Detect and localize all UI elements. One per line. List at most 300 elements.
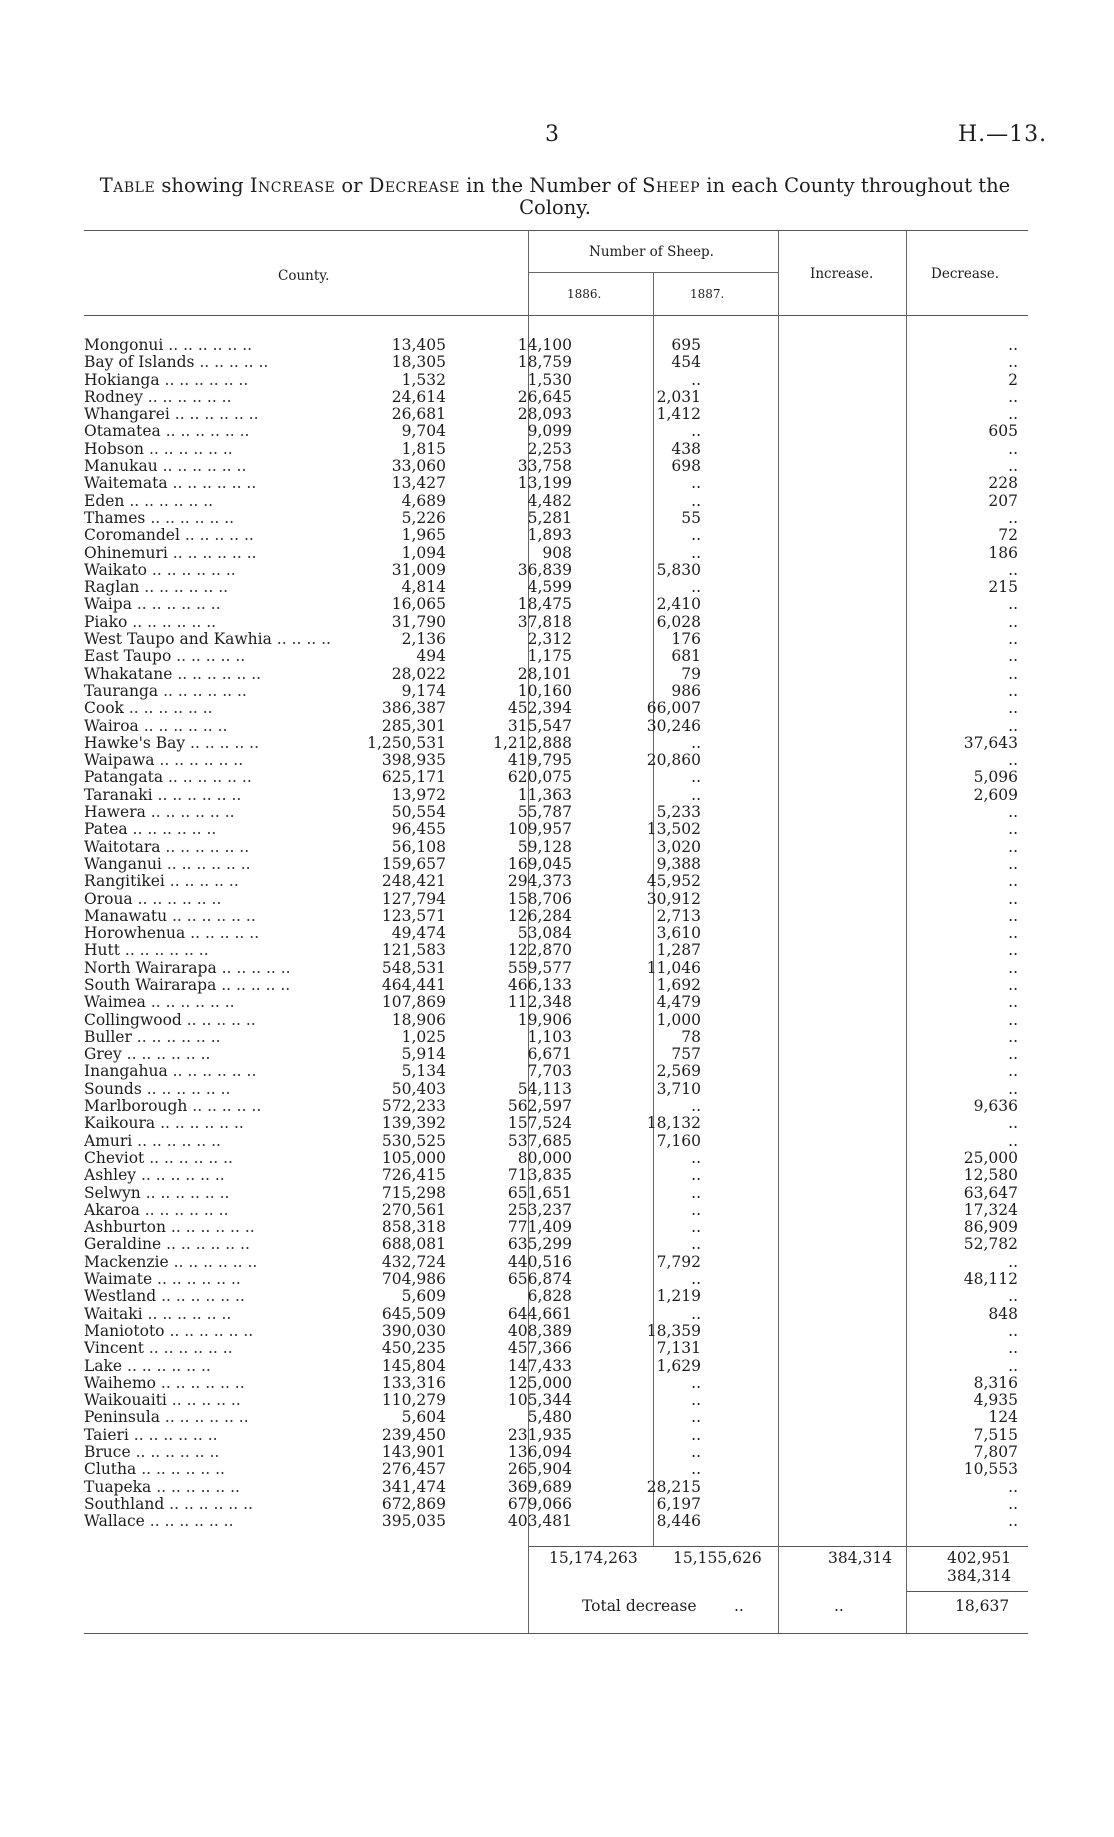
decrease-value: .. [1008, 924, 1018, 943]
increase-value: 30,912 [646, 889, 701, 908]
increase-value: .. [691, 1148, 701, 1167]
increase-value: 1,000 [656, 1010, 701, 1029]
table-row [84, 1167, 1028, 1184]
decrease-value: .. [1008, 1321, 1018, 1340]
county-name: Waipa .. .. .. .. .. .. [84, 596, 221, 614]
table-row [84, 1392, 1028, 1409]
decrease-value: 63,647 [963, 1183, 1018, 1202]
county-name: Bruce .. .. .. .. .. .. [84, 1444, 220, 1461]
increase-value: 2,713 [656, 906, 701, 925]
leader-dots: .. .. .. .. .. .. [167, 475, 257, 493]
leader-dots: .. .. .. .. .. .. [160, 838, 250, 856]
increase-value: .. [691, 1304, 701, 1323]
increase-value: 2,410 [656, 595, 701, 614]
county-name: East Taupo .. .. .. .. .. [84, 648, 246, 666]
increase-value: 45,952 [646, 872, 701, 891]
decrease-value: .. [1008, 387, 1018, 406]
county-name: North Wairarapa .. .. .. .. .. [84, 959, 291, 977]
decrease-value: .. [1008, 612, 1018, 631]
sheep-1886: 5,134 [401, 1062, 446, 1081]
table-row [84, 1081, 1028, 1098]
leader-dots: .. .. .. .. .. .. [167, 1063, 257, 1081]
sheep-1887: 147,433 [507, 1356, 572, 1375]
sheep-1887: 105,344 [507, 1391, 572, 1410]
county-name: Collingwood .. .. .. .. .. [84, 1011, 256, 1029]
table-row [84, 614, 1028, 631]
table-row [84, 839, 1028, 856]
increase-value: 2,569 [656, 1062, 701, 1081]
table-row [84, 596, 1028, 613]
sheep-1886: 13,972 [391, 785, 446, 804]
decrease-value: .. [1008, 751, 1018, 770]
increase-value: 6,028 [656, 612, 701, 631]
sheep-1887: 559,577 [507, 958, 572, 977]
table-row [84, 942, 1028, 959]
sheep-1887: 136,094 [507, 1443, 572, 1461]
sheep-1887: 126,284 [507, 906, 572, 925]
sheep-1887: 679,066 [507, 1494, 572, 1513]
total-decrease: 402,951 [947, 1549, 1012, 1567]
leader-dots: .. .. .. .. .. .. [167, 544, 257, 562]
county-name: Coromandel .. .. .. .. .. [84, 527, 254, 545]
increase-value: 5,830 [656, 560, 701, 579]
sheep-1886: 110,279 [381, 1391, 446, 1410]
title-decrease: Decrease [368, 174, 460, 197]
leader-dots: .. .. .. .. .. .. [158, 682, 247, 700]
sheep-1887: 1,893 [527, 526, 572, 545]
sheep-1886: 107,869 [381, 993, 446, 1012]
table-row [84, 389, 1028, 406]
sheep-1886: 139,392 [381, 1114, 446, 1133]
decrease-value: 48,112 [963, 1270, 1018, 1289]
title-word: showing [161, 174, 244, 197]
title-prefix: Table [99, 174, 156, 197]
county-name: Patea .. .. .. .. .. .. [84, 821, 217, 839]
table-row [84, 666, 1028, 683]
leader-dots: .. .. .. .. .. .. [141, 1080, 231, 1098]
leader-dots: .. .. .. .. .. [171, 648, 246, 666]
totals-decrease-rule [906, 1591, 1028, 1592]
decrease-value: .. [1008, 1079, 1018, 1098]
leader-dots: .. .. .. .. .. .. [119, 942, 209, 960]
county-name: Hobson .. .. .. .. .. .. [84, 440, 233, 458]
table-row [84, 493, 1028, 510]
county-name: Westland .. .. .. .. .. .. [84, 1288, 245, 1306]
leader-dots: .. .. .. .. .. .. [154, 752, 244, 770]
sheep-1887: 80,000 [517, 1148, 572, 1167]
sheep-1887: 37,818 [517, 612, 572, 631]
total-1886: 15,174,263 [549, 1549, 638, 1567]
county-name: Waitemata .. .. .. .. .. .. [84, 475, 257, 493]
table-row [84, 1461, 1028, 1478]
sheep-1887: 11,363 [517, 785, 572, 804]
table-row [84, 960, 1028, 977]
sheep-1886: 13,405 [391, 336, 446, 354]
total-decrease-less-increase: 384,314 [947, 1567, 1012, 1585]
decrease-value: .. [1008, 439, 1018, 458]
county-name: Mackenzie .. .. .. .. .. .. [84, 1253, 258, 1271]
decrease-value: .. [1008, 508, 1018, 527]
sheep-1887: 369,689 [507, 1477, 572, 1496]
increase-value: 1,287 [656, 941, 701, 960]
county-name: Manawatu .. .. .. .. .. .. [84, 907, 256, 925]
sheep-1887: 5,480 [527, 1408, 572, 1427]
sheep-1886: 494 [416, 647, 446, 666]
leader-dots: .. .. .. .. [271, 631, 331, 649]
sheep-1887: 1,175 [527, 647, 572, 666]
sheep-1886: 5,226 [401, 508, 446, 527]
leader-dots: .. .. .. .. .. .. [167, 907, 256, 925]
leader-dots: .. .. .. .. .. .. [121, 1046, 211, 1064]
county-name: Thames .. .. .. .. .. .. [84, 509, 235, 527]
sheep-1887: 26,645 [517, 387, 572, 406]
sheep-1886: 4,689 [401, 491, 446, 510]
leader-dots: .. .. .. .. .. .. [139, 579, 229, 597]
leader-dots: .. .. .. .. .. .. [160, 423, 250, 441]
decrease-value: .. [1008, 1287, 1018, 1306]
total-decrease-label: Total decrease [582, 1597, 697, 1615]
sheep-1886: 432,724 [381, 1252, 446, 1271]
table-row [84, 372, 1028, 389]
table-row [84, 1063, 1028, 1080]
decrease-value: .. [1008, 958, 1018, 977]
county-name: Hawera .. .. .. .. .. .. [84, 804, 235, 822]
sheep-1887: 457,366 [507, 1339, 572, 1358]
table-row [84, 1115, 1028, 1132]
sheep-1886: 672,869 [381, 1494, 446, 1513]
increase-value: 1,219 [656, 1287, 701, 1306]
leader-dots: .. .. .. .. .. .. [144, 1149, 233, 1167]
table-row [84, 1323, 1028, 1340]
sheep-1887: 36,839 [517, 560, 572, 579]
leader-dots: .. .. .. .. .. [216, 959, 291, 977]
leader-dots: .. .. .. .. .. .. [169, 406, 259, 424]
total-decrease-value: 18,637 [955, 1597, 1010, 1615]
leader-dots: .. .. .. .. .. .. [124, 492, 214, 510]
table-row [84, 769, 1028, 786]
decrease-value: 4,935 [973, 1391, 1018, 1410]
table-row [84, 1236, 1028, 1253]
increase-value: .. [691, 1097, 701, 1116]
sheep-1887: 713,835 [507, 1166, 572, 1185]
county-name: Southland .. .. .. .. .. .. [84, 1495, 253, 1513]
county-name: Mongonui .. .. .. .. .. .. [84, 337, 253, 354]
leader-dots: .. .. .. .. .. .. [136, 1167, 225, 1185]
county-name: Geraldine .. .. .. .. .. .. [84, 1236, 250, 1254]
sheep-1887: 10,160 [517, 681, 572, 700]
table-row [84, 1219, 1028, 1236]
county-name: Ohinemuri .. .. .. .. .. .. [84, 544, 257, 562]
table-row [84, 908, 1028, 925]
leader-dots: .. .. .. .. .. .. [132, 1132, 221, 1150]
table-row [84, 1133, 1028, 1150]
decrease-value: .. [1008, 1062, 1018, 1081]
leader-dots: .. .. .. .. .. [185, 734, 260, 752]
sheep-1886: 688,081 [381, 1235, 446, 1254]
sheep-1887: 452,394 [507, 699, 572, 718]
county-name: Piako .. .. .. .. .. .. [84, 613, 217, 631]
leader-dots: .. .. .. .. .. .. [136, 1461, 225, 1479]
table-row [84, 545, 1028, 562]
table-row [84, 994, 1028, 1011]
leader-dots: .. .. .. .. .. [164, 873, 239, 891]
table-row [84, 1375, 1028, 1392]
county-name: Oroua .. .. .. .. .. .. [84, 890, 222, 908]
leader-dots: .. .. .. .. .. .. [128, 1426, 218, 1444]
leader-dots: .. .. .. .. .. .. [151, 1478, 240, 1496]
county-name: Inangahua .. .. .. .. .. .. [84, 1063, 257, 1081]
sheep-1887: 1,212,888 [493, 733, 572, 752]
county-name: Bay of Islands .. .. .. .. .. [84, 354, 269, 372]
sheep-1886: 341,474 [381, 1477, 446, 1496]
leader-dots: .. .. .. .. .. .. [156, 1288, 245, 1306]
county-name: Otamatea .. .. .. .. .. .. [84, 423, 250, 441]
leader-dots: .. .. .. .. .. .. [168, 1253, 258, 1271]
increase-value: 695 [671, 336, 701, 354]
increase-value: 18,359 [646, 1321, 701, 1340]
decrease-value: .. [1008, 716, 1018, 735]
county-name: Raglan .. .. .. .. .. .. [84, 579, 229, 597]
table-row [84, 475, 1028, 492]
table-row [84, 1150, 1028, 1167]
increase-value: 1,692 [656, 975, 701, 994]
leader-dots: .. .. .. .. .. .. [164, 1495, 253, 1513]
increase-value: .. [691, 1425, 701, 1444]
increase-value: 4,479 [656, 993, 701, 1012]
sheep-1886: 159,657 [381, 854, 446, 873]
decrease-value: .. [1008, 699, 1018, 718]
decrease-value: .. [1008, 1477, 1018, 1496]
sheep-1886: 105,000 [381, 1148, 446, 1167]
county-name: Waikato .. .. .. .. .. .. [84, 561, 236, 579]
table-row [84, 1340, 1028, 1357]
sheep-1886: 1,025 [401, 1027, 446, 1046]
county-name: Wairoa .. .. .. .. .. .. [84, 717, 228, 735]
county-name: Eden .. .. .. .. .. .. [84, 492, 214, 510]
sheep-1886: 9,704 [401, 422, 446, 441]
leader-dots: .. .. .. .. .. [179, 527, 254, 545]
decrease-value: 2 [1008, 370, 1018, 389]
table-row [84, 1098, 1028, 1115]
decrease-value: .. [1008, 1010, 1018, 1029]
document-reference: H.—13. [958, 122, 1048, 147]
decrease-value: 186 [988, 543, 1018, 562]
sheep-1886: 548,531 [381, 958, 446, 977]
decrease-value: 10,553 [963, 1460, 1018, 1479]
sheep-1886: 18,906 [391, 1010, 446, 1029]
county-name: Lake .. .. .. .. .. .. [84, 1357, 211, 1375]
table-row [84, 1409, 1028, 1426]
decrease-value: .. [1008, 889, 1018, 908]
header-increase: Increase. [810, 266, 874, 282]
table-row [84, 423, 1028, 440]
sheep-1886: 248,421 [381, 872, 446, 891]
decrease-value: .. [1008, 906, 1018, 925]
sheep-1886: 121,583 [381, 941, 446, 960]
county-name: Manukau .. .. .. .. .. .. [84, 458, 247, 476]
increase-value: 11,046 [646, 958, 701, 977]
county-name: Whakatane .. .. .. .. .. .. [84, 665, 262, 683]
leader-dots: .. .. .. .. .. .. [144, 440, 233, 458]
decrease-value: .. [1008, 872, 1018, 891]
increase-value: .. [691, 1460, 701, 1479]
decrease-value: .. [1008, 1494, 1018, 1513]
county-name: Hokianga .. .. .. .. .. .. [84, 371, 249, 389]
table-row [84, 579, 1028, 596]
sheep-1886: 715,298 [381, 1183, 446, 1202]
sheep-1887: 253,237 [507, 1200, 572, 1219]
sheep-1886: 2,136 [401, 630, 446, 649]
county-name: Hutt .. .. .. .. .. .. [84, 942, 209, 960]
increase-value: 698 [671, 457, 701, 476]
table-row [84, 458, 1028, 475]
leader-dots: .. .. .. .. .. .. [142, 1305, 232, 1323]
decrease-value: 7,807 [973, 1443, 1018, 1461]
sheep-1886: 572,233 [381, 1097, 446, 1116]
table-row [84, 1444, 1028, 1461]
sheep-1886: 28,022 [391, 664, 446, 683]
decrease-value: .. [1008, 1045, 1018, 1064]
sheep-1886: 858,318 [381, 1218, 446, 1237]
decrease-value: .. [1008, 1512, 1018, 1531]
title-word: or [341, 174, 363, 197]
increase-value: .. [691, 785, 701, 804]
county-name: Wallace .. .. .. .. .. .. [84, 1513, 234, 1531]
table-row [84, 1479, 1028, 1496]
sheep-1887: 419,795 [507, 751, 572, 770]
leader-dots: .. .. .. .. .. [181, 1011, 256, 1029]
sheep-1886: 1,815 [401, 439, 446, 458]
sheep-1887: 2,312 [527, 630, 572, 649]
decrease-value: 228 [988, 474, 1018, 493]
county-name: Horowhenua .. .. .. .. .. [84, 925, 260, 943]
sheep-1886: 50,554 [391, 803, 446, 822]
county-name: Taranaki .. .. .. .. .. .. [84, 786, 242, 804]
table-title [80, 175, 1030, 219]
leader-dots: .. .. .. .. .. .. [131, 596, 221, 614]
page-number: 3 [545, 122, 559, 147]
sheep-1886: 1,094 [401, 543, 446, 562]
leader-dots: .. .. .. .. .. .. [140, 1184, 230, 1202]
leader-dots: .. .. .. .. .. .. [146, 561, 236, 579]
decrease-value: .. [1008, 681, 1018, 700]
leader-dots: .. .. .. .. .. .. [145, 994, 235, 1012]
sheep-1886: 239,450 [381, 1425, 446, 1444]
table-row [84, 1046, 1028, 1063]
county-name: Akaroa .. .. .. .. .. .. [84, 1201, 229, 1219]
increase-value: .. [691, 733, 701, 752]
title-sheep: Sheep [642, 174, 701, 197]
increase-value: 176 [671, 630, 701, 649]
county-name: South Wairarapa .. .. .. .. .. [84, 976, 291, 994]
leader-dots: .. .. .. .. .. .. [122, 1357, 211, 1375]
sheep-1886: 450,235 [381, 1339, 446, 1358]
decrease-value: 17,324 [963, 1200, 1018, 1219]
increase-value: .. [691, 1166, 701, 1185]
leader-dots: .. .. .. .. .. .. [144, 1513, 234, 1531]
decrease-value: 86,909 [963, 1218, 1018, 1237]
table-row [84, 891, 1028, 908]
decrease-value: 25,000 [963, 1148, 1018, 1167]
sheep-1886: 390,030 [381, 1321, 446, 1340]
decrease-value: .. [1008, 837, 1018, 856]
decrease-value: 9,636 [973, 1097, 1018, 1116]
county-name: Waipawa .. .. .. .. .. .. [84, 752, 244, 770]
sheep-1886: 285,301 [381, 716, 446, 735]
decrease-value: 12,580 [963, 1166, 1018, 1185]
sheep-1887: 2,253 [527, 439, 572, 458]
county-name: West Taupo and Kawhia .. .. .. .. [84, 631, 331, 649]
county-name: Amuri .. .. .. .. .. .. [84, 1132, 221, 1150]
sheep-1887: 18,475 [517, 595, 572, 614]
sheep-1887: 1,103 [527, 1027, 572, 1046]
header-decrease: Decrease. [931, 266, 1000, 282]
table-row [84, 821, 1028, 838]
increase-value: 30,246 [646, 716, 701, 735]
sheep-1887: 157,524 [507, 1114, 572, 1133]
county-name: Wanganui .. .. .. .. .. .. [84, 855, 251, 873]
table-row [84, 1202, 1028, 1219]
increase-value: .. [691, 1235, 701, 1254]
table-row [84, 787, 1028, 804]
increase-value: .. [691, 422, 701, 441]
sheep-1887: 620,075 [507, 768, 572, 787]
sheep-1886: 133,316 [381, 1373, 446, 1392]
increase-value: 13,502 [646, 820, 701, 839]
sheep-1887: 55,787 [517, 803, 572, 822]
sheep-1886: 56,108 [391, 837, 446, 856]
leader-dots: .. .. .. .. .. .. [145, 804, 235, 822]
sheep-1887: 1,530 [527, 370, 572, 389]
sheep-1886: 645,509 [381, 1304, 446, 1323]
county-name: Rangitikei .. .. .. .. .. [84, 873, 239, 891]
decrease-value: .. [1008, 820, 1018, 839]
table-row [84, 718, 1028, 735]
county-name: Peninsula .. .. .. .. .. .. [84, 1409, 249, 1427]
table-row [84, 752, 1028, 769]
leader-dots: .. .. .. .. .. .. [152, 1271, 241, 1289]
decrease-value: 7,515 [973, 1425, 1018, 1444]
sheep-1886: 530,525 [381, 1131, 446, 1150]
increase-value: .. [691, 578, 701, 597]
leader-dots: .. .. .. .. .. .. [157, 458, 247, 476]
title-increase: Increase [249, 174, 336, 197]
county-name: Grey .. .. .. .. .. .. [84, 1046, 211, 1064]
sheep-1887: 7,703 [527, 1062, 572, 1081]
sheep-1887: 59,128 [517, 837, 572, 856]
table-row [84, 735, 1028, 752]
increase-value: 986 [671, 681, 701, 700]
table-row [84, 804, 1028, 821]
table-row [84, 1306, 1028, 1323]
sheep-1886: 5,914 [401, 1045, 446, 1064]
increase-value: 7,131 [656, 1339, 701, 1358]
sheep-1886: 33,060 [391, 457, 446, 476]
table-row [84, 1185, 1028, 1202]
table-body [84, 337, 1028, 1530]
sheep-1886: 31,790 [391, 612, 446, 631]
table-row [84, 631, 1028, 648]
increase-value: 20,860 [646, 751, 701, 770]
increase-value: 6,197 [656, 1494, 701, 1513]
sheep-1886: 726,415 [381, 1166, 446, 1185]
increase-value: 66,007 [646, 699, 701, 718]
total-decrease-increase-dots: .. [834, 1597, 844, 1615]
county-name: Vincent .. .. .. .. .. .. [84, 1340, 233, 1358]
sheep-1886: 386,387 [381, 699, 446, 718]
sheep-1886: 127,794 [381, 889, 446, 908]
decrease-value: .. [1008, 1114, 1018, 1133]
